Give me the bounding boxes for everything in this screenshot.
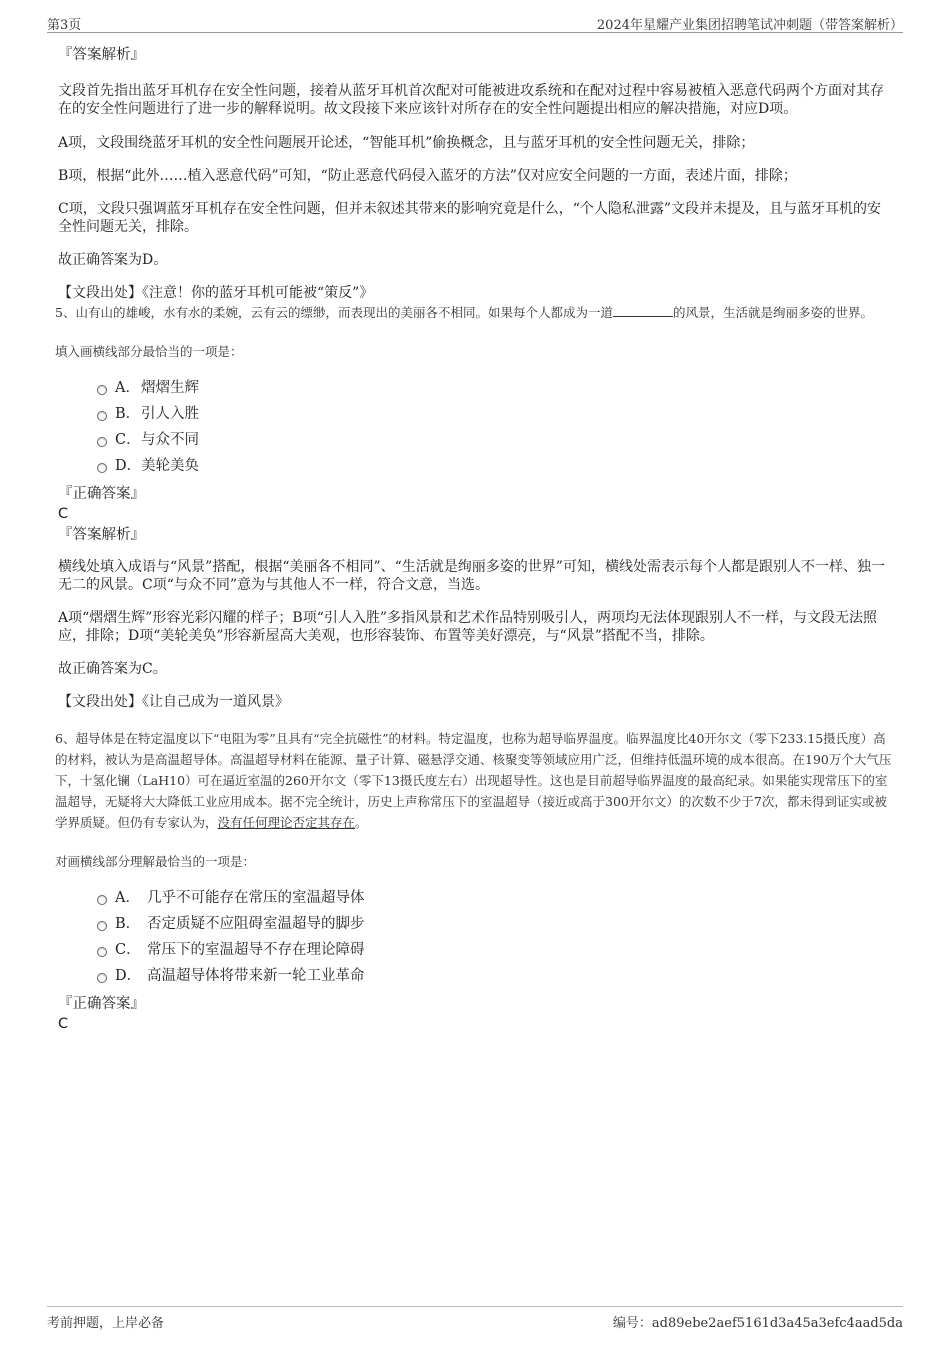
radio-icon[interactable]	[97, 463, 107, 473]
document-id: 编号：ad89ebe2aef5161d3a45a3efc4aad5da	[612, 1316, 903, 1331]
answer-conclusion: 故正确答案为D。	[58, 252, 168, 268]
question-prompt: 对画横线部分理解最恰当的一项是：	[55, 854, 256, 869]
analysis-paragraph: B项，根据“此外……植入恶意代码”可知，“防止恶意代码侵入蓝牙的方法”仅对应安全问题的一方面，表述片面，排除；	[58, 168, 797, 184]
analysis-paragraph: C项，文段只强调蓝牙耳机存在安全性问题，但并未叙述其带来的影响究竟是什么，“个人隐私泄露”文段并未提及，且与蓝牙耳机的安全性问题无关，排除。	[58, 201, 882, 235]
option-c[interactable]: C．与众不同	[55, 427, 893, 453]
option-b[interactable]: B． 否定质疑不应阻碍室温超导的脚步	[55, 911, 893, 937]
analysis-label: 『答案解析』	[58, 527, 145, 543]
stem-text: 。	[355, 815, 368, 830]
footer-divider	[47, 1306, 903, 1307]
radio-icon[interactable]	[97, 895, 107, 905]
analysis-paragraph: A项“熠熠生辉”形容光彩闪耀的样子；B项“引人入胜”多指风景和艺术作品特别吸引人，两项均无法体现跟别人不一样，与文段无法照应，排除；D项“美轮美奂”形容新屋高大美观，也形容装饰、布置等美好漂亮，与“风景”搭配不当，排除。	[58, 610, 878, 644]
analysis-paragraph: 文段首先指出蓝牙耳机存在安全性问题，接着从蓝牙耳机首次配对可能被进攻系统和在配对过程中容易被植入恶意代码两个方面对其存在的安全性问题进行了进一步的解释说明。故文段接下来应该针对所存在的安全性问题提出相应的解决措施，对应D项。	[58, 83, 884, 117]
correct-answer-label: 『正确答案』	[58, 996, 145, 1012]
page-number: 第3页	[47, 18, 82, 33]
radio-icon[interactable]	[97, 947, 107, 957]
stem-text: 的风景，生活就是绚丽多姿的世界。	[672, 305, 873, 320]
underlined-phrase: 没有任何理论否定其存在	[217, 815, 356, 830]
correct-answer: C	[58, 506, 69, 522]
answer-conclusion: 故正确答案为C。	[58, 661, 167, 677]
question-6	[55, 728, 893, 1034]
radio-icon[interactable]	[97, 973, 107, 983]
answer-analysis-block-q4	[55, 44, 893, 302]
question-prompt: 填入画横线部分最恰当的一项是：	[55, 344, 243, 359]
page-header	[47, 14, 903, 33]
analysis-paragraph: 横线处填入成语与“风景”搭配，根据“美丽各不相同”、“生活就是绚丽多姿的世界”可知，横线处需表示每个人都是跟别人不一样、独一无二的风景。C项“与众不同”意为与其他人不一样，符合文意，当选。	[58, 559, 885, 593]
stem-text: 5、山有山的雄峻，水有水的柔婉，云有云的缥缈，而表现出的美丽各不相同。如果每个人都成为一道	[55, 305, 613, 320]
source-citation: 【文段出处】《注意！你的蓝牙耳机可能被“策反”》	[58, 285, 374, 301]
option-list	[55, 885, 893, 989]
analysis-label: 『答案解析』	[58, 47, 145, 63]
page-content	[55, 44, 893, 1034]
option-d[interactable]: D．美轮美奂	[55, 453, 893, 479]
question-stem	[55, 302, 893, 323]
option-b[interactable]: B．引人入胜	[55, 401, 893, 427]
footer-slogan: 考前押题，上岸必备	[47, 1316, 165, 1331]
option-a[interactable]: A． 几乎不可能存在常压的室温超导体	[55, 885, 893, 911]
option-a[interactable]: A．熠熠生辉	[55, 375, 893, 401]
analysis-paragraph: A项，文段围绕蓝牙耳机的安全性问题展开论述，“智能耳机”偷换概念，且与蓝牙耳机的安全性问题无关，排除；	[58, 135, 755, 151]
source-citation: 【文段出处】《让自己成为一道风景》	[58, 694, 289, 710]
correct-answer-label: 『正确答案』	[58, 486, 145, 502]
fill-blank	[613, 304, 673, 317]
document-title: 2024年星耀产业集团招聘笔试冲刺题（带答案解析）	[596, 18, 903, 33]
option-d[interactable]: D． 高温超导体将带来新一轮工业革命	[55, 963, 893, 989]
radio-icon[interactable]	[97, 921, 107, 931]
radio-icon[interactable]	[97, 437, 107, 447]
question-stem	[55, 728, 893, 833]
option-list	[55, 375, 893, 479]
stem-text: 6、超导体是在特定温度以下“电阻为零”且具有“完全抗磁性”的材料。特定温度，也称为超导临界温度。临界温度比40开尔文（零下233.15摄氏度）高的材料，被认为是高温超导体。高温超导材料在能源、量子计算、磁悬浮交通、核聚变等领域应用广泛，但维持低温环境的成本很高。在190万个大气压下，十氢化镧（LaH10）可在逼近室温的260开尔文（零下13摄氏度左右）出现超导性。这也是目前超导临界温度的最高纪录。如果能实现常压下的室温超导，无疑将大大降低工业应用成本。据不完全统计，历史上声称常压下的室温超导（接近或高于300开尔文）的次数不少于7次，都未得到证实或被学界质疑。但仍有专家认为，	[55, 731, 892, 830]
radio-icon[interactable]	[97, 411, 107, 421]
radio-icon[interactable]	[97, 385, 107, 395]
option-c[interactable]: C． 常压下的室温超导不存在理论障碍	[55, 937, 893, 963]
correct-answer: C	[58, 1016, 69, 1032]
question-5	[55, 302, 893, 711]
